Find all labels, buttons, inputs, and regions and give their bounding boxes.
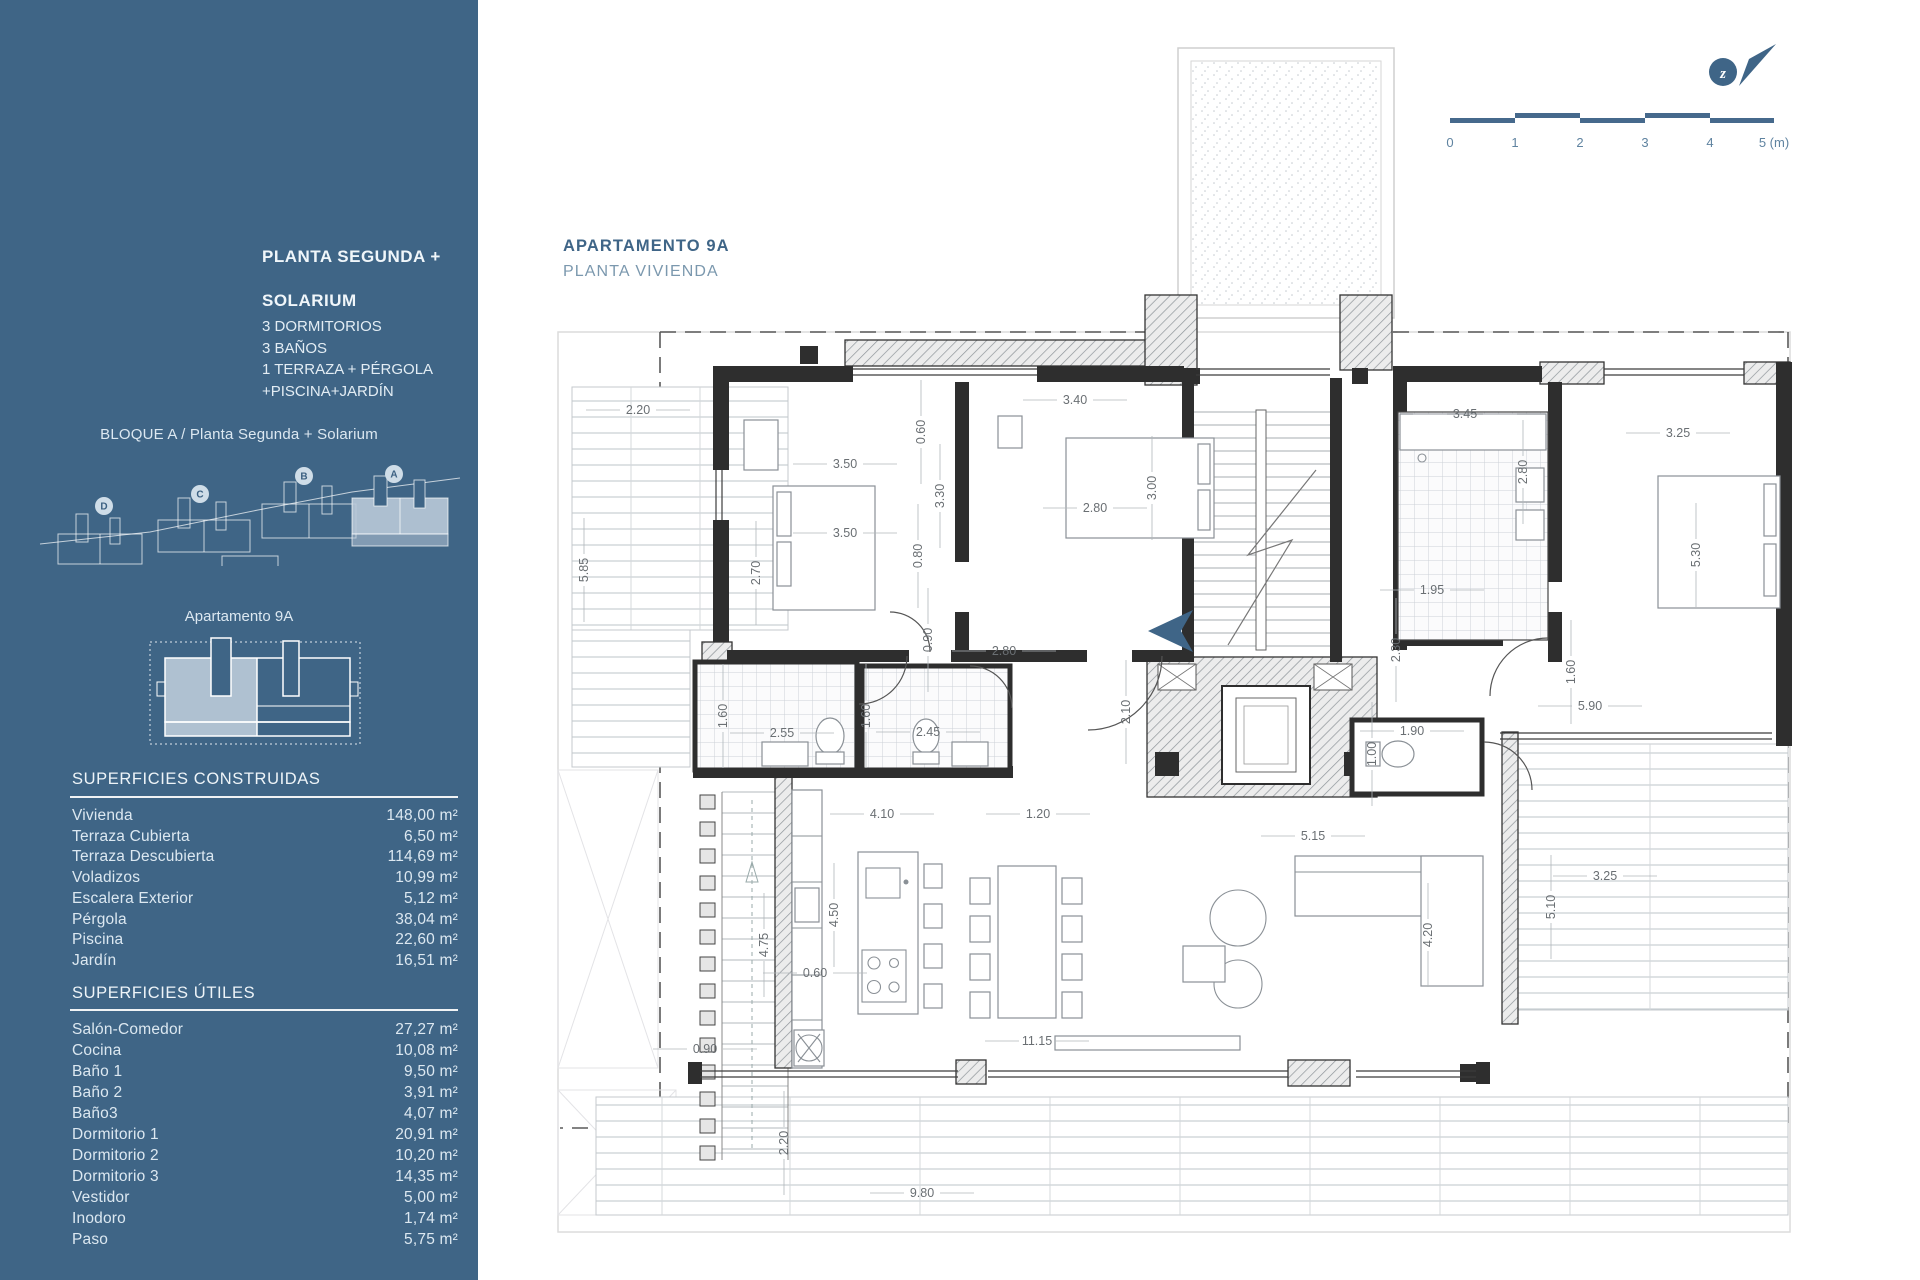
- area-value: 148,00 m²: [386, 807, 458, 824]
- area-value: 22,60 m²: [395, 931, 458, 949]
- area-row: [72, 1082, 458, 1103]
- dimension-label: 11.15: [1021, 1034, 1053, 1048]
- dimension-label: 1.00: [1365, 741, 1379, 767]
- pergola-post: [700, 957, 715, 971]
- sidebar-title: [262, 246, 441, 312]
- dimension-label: 1.95: [1419, 583, 1445, 597]
- bedroom-2: [998, 416, 1214, 538]
- area-label: Vivienda: [72, 807, 133, 824]
- area-label: Cocina: [72, 1042, 122, 1059]
- pergola-post: [700, 1119, 715, 1133]
- site-block-letter: B: [300, 471, 308, 483]
- scale-tick-label: 4: [1706, 135, 1714, 150]
- dimension-label: 2.80: [1516, 459, 1530, 485]
- area-row: [72, 868, 458, 889]
- floor-plan: [478, 0, 1920, 1280]
- useful-areas-heading: SUPERFICIES ÚTILES: [72, 984, 256, 1002]
- dimension-label: 1.90: [1399, 724, 1425, 738]
- feature-line: 3 DORMITORIOS: [262, 318, 382, 335]
- useful-areas-table: [72, 1019, 458, 1250]
- area-label: Terraza Cubierta: [72, 827, 190, 845]
- site-block-letter: C: [196, 489, 204, 501]
- bathroom-3: [1398, 412, 1548, 640]
- dimension-label: 2.45: [915, 725, 941, 739]
- area-row: [72, 889, 458, 910]
- feature-line: 1 TERRAZA + PÉRGOLA: [262, 361, 434, 378]
- scale-bar: [1446, 113, 1789, 150]
- area-label: Baño 2: [72, 1084, 123, 1101]
- area-value: 10,20 m²: [395, 1147, 458, 1164]
- site-block-letter: D: [100, 501, 108, 513]
- area-label: Escalera Exterior: [72, 889, 194, 907]
- bathroom-2: [862, 666, 1010, 770]
- area-value: 14,35 m²: [395, 1168, 458, 1185]
- area-row: [72, 930, 458, 951]
- svg-text:z: z: [1720, 66, 1726, 82]
- dimension-label: 3.00: [1145, 475, 1159, 501]
- pergola-post: [700, 984, 715, 998]
- page-subtitle: PLANTA VIVIENDA: [563, 263, 719, 280]
- feature-line: +PISCINA+JARDÍN: [262, 382, 394, 400]
- dimension-label: 4.10: [869, 807, 895, 821]
- area-value: 5,00 m²: [404, 1189, 458, 1206]
- area-row: [72, 847, 458, 868]
- dimension-label: 2.55: [769, 726, 795, 740]
- dimension-label: 2.70: [749, 560, 763, 586]
- pergola-post: [700, 1011, 715, 1025]
- area-value: 27,27 m²: [395, 1021, 458, 1038]
- area-row: [72, 1040, 458, 1061]
- dimension-label: 9.80: [909, 1186, 935, 1200]
- dimension-label: 1.60: [1564, 659, 1578, 685]
- sidebar-title-line2: SOLARIUM: [262, 291, 357, 310]
- area-row: [72, 1019, 458, 1040]
- dimension-label: 3.45: [1452, 407, 1478, 421]
- apartment-diagram: [0, 630, 478, 758]
- dimension-label: 5.10: [1544, 894, 1558, 920]
- dimension-label: 0.80: [911, 543, 925, 569]
- area-value: 38,04 m²: [395, 910, 458, 928]
- area-label: Terraza Descubierta: [72, 848, 215, 866]
- area-row: [72, 910, 458, 931]
- scale-unit-label: 5 (m): [1758, 135, 1790, 150]
- dimension-label: 3.50: [832, 526, 858, 540]
- feature-line: 3 BAÑOS: [262, 339, 328, 357]
- area-label: Dormitorio 2: [72, 1147, 159, 1164]
- apartment-features-list: [262, 316, 433, 402]
- area-value: 10,08 m²: [395, 1042, 458, 1059]
- area-value: 10,99 m²: [395, 869, 458, 887]
- dimension-label: 5.90: [1577, 699, 1603, 713]
- pergola-post: [700, 795, 715, 809]
- pergola-post: [700, 849, 715, 863]
- area-label: Salón-Comedor: [72, 1021, 184, 1038]
- block-label: BLOQUE A / Planta Segunda + Solarium: [100, 426, 378, 443]
- pergola-post: [700, 1092, 715, 1106]
- area-label: Inodoro: [72, 1210, 126, 1227]
- area-row: [72, 951, 458, 972]
- area-value: 5,75 m²: [404, 1231, 458, 1248]
- dimension-label: 2.20: [625, 403, 651, 417]
- kitchen-island: [858, 852, 918, 1014]
- dimension-label: 2.20: [777, 1130, 791, 1156]
- area-row: [72, 1061, 458, 1082]
- dimension-label: 3.25: [1592, 869, 1618, 883]
- area-label: Jardín: [72, 951, 117, 969]
- built-areas-heading: SUPERFICIES CONSTRUIDAS: [72, 770, 321, 788]
- pergola-post: [700, 876, 715, 890]
- area-row: [72, 1166, 458, 1187]
- area-label: Vestidor: [72, 1189, 130, 1206]
- pergola-post: [700, 903, 715, 917]
- dimension-label: 4.75: [757, 932, 771, 958]
- dimension-label: 2.80: [1082, 501, 1108, 515]
- dimension-label: 0.60: [914, 419, 928, 445]
- dimension-label: 5.15: [1300, 829, 1326, 843]
- dimension-label: 2.30: [1389, 637, 1403, 663]
- area-value: 1,74 m²: [404, 1210, 458, 1227]
- scale-tick-label: 3: [1641, 135, 1649, 150]
- area-label: Piscina: [72, 931, 124, 949]
- area-row: [72, 1187, 458, 1208]
- area-label: Pérgola: [72, 910, 127, 928]
- area-row: [72, 1229, 458, 1250]
- area-row: [72, 1145, 458, 1166]
- area-row: [72, 1124, 458, 1145]
- area-row: [72, 1208, 458, 1229]
- kitchen: [792, 790, 942, 1068]
- area-row: [72, 827, 458, 848]
- area-row: [72, 1103, 458, 1124]
- area-value: 16,51 m²: [395, 951, 458, 969]
- area-value: 4,07 m²: [404, 1105, 458, 1122]
- area-value: 3,91 m²: [404, 1084, 458, 1101]
- dimension-label: 2.10: [1119, 699, 1133, 725]
- scale-tick-label: 1: [1511, 135, 1519, 150]
- dining-area: [970, 866, 1082, 1018]
- scale-tick-label: 2: [1576, 135, 1584, 150]
- pergola-post: [700, 822, 715, 836]
- dimension-label: 3.50: [832, 457, 858, 471]
- area-value: 9,50 m²: [404, 1063, 458, 1080]
- living-room: [1055, 856, 1483, 1050]
- dimension-label: 3.25: [1665, 426, 1691, 440]
- pergola-post: [700, 1146, 715, 1160]
- area-label: Dormitorio 3: [72, 1168, 159, 1185]
- dimension-label: 5.30: [1689, 542, 1703, 568]
- pergola-post: [700, 930, 715, 944]
- sidebar: [0, 0, 478, 1280]
- site-plan-diagram: [0, 448, 478, 566]
- site-block-letter: A: [390, 469, 398, 481]
- dimension-label: 0.90: [692, 1042, 718, 1056]
- dimension-label: 0.60: [802, 966, 828, 980]
- area-label: Dormitorio 1: [72, 1126, 159, 1143]
- area-value: 114,69 m²: [387, 848, 458, 866]
- north-compass-icon: [1709, 44, 1776, 86]
- area-label: Voladizos: [72, 869, 141, 887]
- dimension-label: 4.20: [1421, 922, 1435, 948]
- area-label: Baño3: [72, 1105, 118, 1122]
- scale-tick-label: 0: [1446, 135, 1454, 150]
- pool: [1178, 48, 1394, 318]
- dimension-label: 3.40: [1062, 393, 1088, 407]
- area-value: 20,91 m²: [395, 1126, 458, 1143]
- tv-sideboard: [1055, 1036, 1240, 1050]
- area-row: [72, 806, 458, 827]
- dimension-label: 4.50: [827, 902, 841, 928]
- divider: [70, 1009, 458, 1011]
- built-areas-table: [72, 806, 458, 972]
- area-label: Paso: [72, 1231, 109, 1248]
- area-value: 6,50 m²: [404, 827, 458, 845]
- dimension-label: 1.20: [1025, 807, 1051, 821]
- divider: [70, 796, 458, 798]
- dimension-label: 1.60: [859, 703, 873, 729]
- site-block-a-highlight: [352, 476, 448, 546]
- sidebar-title-line1: PLANTA SEGUNDA +: [262, 247, 441, 266]
- apartment-label: Apartamento 9A: [184, 608, 294, 625]
- bedroom-1-master: [1658, 476, 1780, 608]
- area-label: Baño 1: [72, 1063, 123, 1080]
- dimension-label: 2.80: [991, 644, 1017, 658]
- dimension-label: 0.90: [921, 627, 935, 653]
- dimension-label: 5.85: [577, 557, 591, 583]
- bar-stools: [924, 864, 942, 1008]
- dimension-label: 1.60: [716, 703, 730, 729]
- dimension-label: 3.30: [933, 483, 947, 509]
- area-value: 5,12 m²: [404, 889, 458, 907]
- page-title: APARTAMENTO 9A: [563, 237, 730, 255]
